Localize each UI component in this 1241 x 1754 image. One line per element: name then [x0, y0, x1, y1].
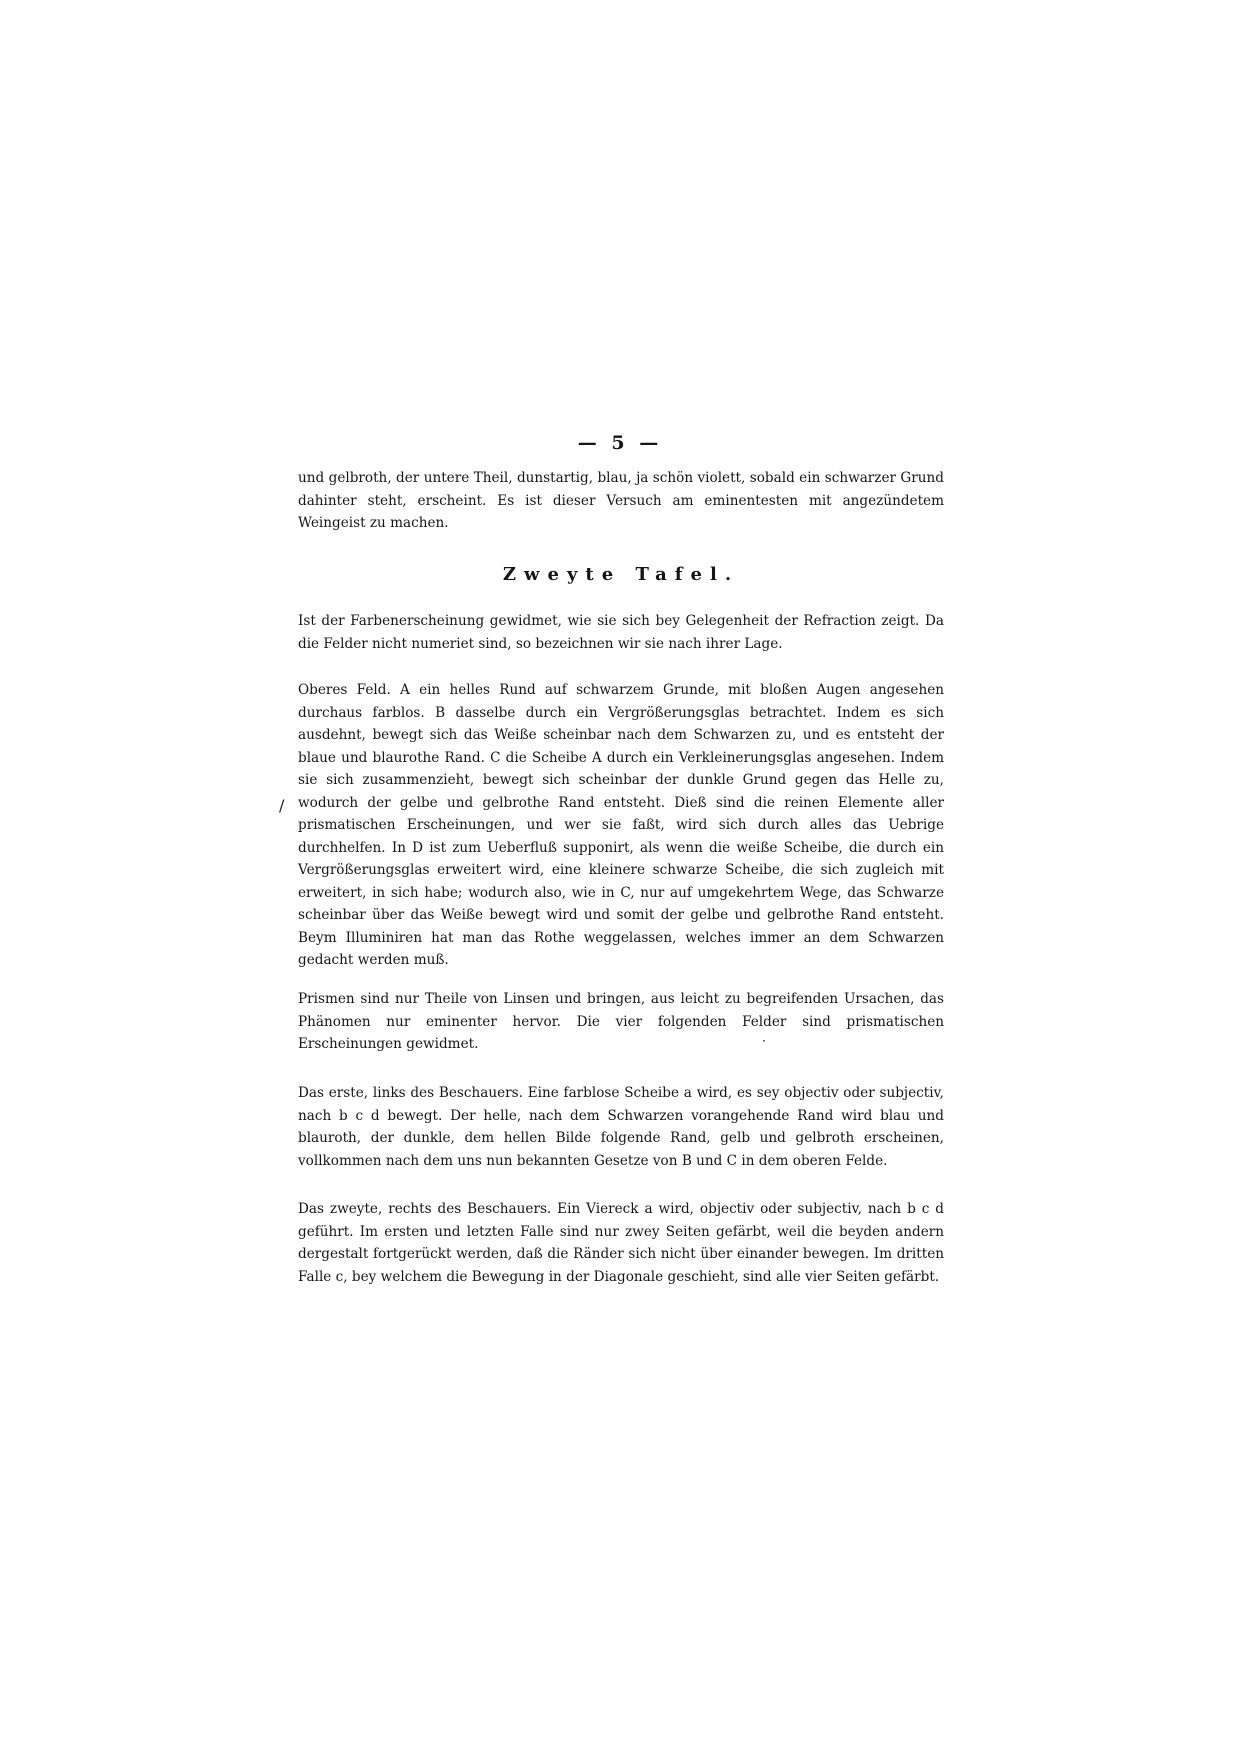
margin-mark: / — [279, 796, 285, 815]
paragraph-intro — [298, 610, 944, 655]
paragraph-text: Prismen sind nur Theile von Linsen und bringen, aus leicht zu begreifenden Ursachen, das Phänomen nur eminenter hervor. Die vier folgenden Felder sind prismatischen Erscheinungen gewidmet. — [298, 991, 944, 1052]
paragraph-das-erste — [298, 1082, 944, 1172]
section-heading: Zweyte Tafel. — [502, 564, 740, 585]
paragraph-prismen — [298, 988, 944, 1056]
paragraph-das-zweyte — [298, 1198, 944, 1288]
paragraph-text: und gelbroth, der untere Theil, dunstartig, blau, ja schön violett, sobald ein schwarzer Grund dahinter steht, erscheint. Es ist dieser Versuch am eminentesten mit angezündetem Weingeist zu machen. — [298, 470, 944, 531]
paragraph-text: Oberes Feld. A ein helles Rund auf schwarzem Grunde, mit bloßen Augen angesehen durchaus farblos. B dasselbe durch ein Vergrößerungsglas betrachtet. Indem es sich ausdehnt, bewegt sich das Weiße scheinbar nach dem Schwarzen zu, und es entsteht der blaue und blaurothe Rand. C die Scheibe A durch ein Verkleinerungsglas angesehen. Indem sie sich zusammenzieht, bewegt sich scheinbar der dunkle Grund gegen das Helle zu, wodurch der gelbe und gelbrothe Rand entsteht. Dieß sind die reinen Elemente aller prismatischen Erscheinungen, und wer sie faßt, wird sich durch alles das Uebrige durchhelfen. In D ist zum Ueberfluß supponirt, als wenn die weiße Scheibe, die durch ein Vergrößerungsglas erweitert wird, eine kleinere schwarze Scheibe, die sich zugleich mit erweitert, in sich habe; wodurch also, wie in C, nur auf umgekehrtem Wege, das Schwarze scheinbar über das Weiße bewegt wird und somit der gelbe und gelbrothe Rand entsteht. Beym Illuminiren hat man das Rothe weggelassen, welches immer an dem Schwarzen gedacht werden muß. — [298, 682, 944, 968]
paragraph-text: Das zweyte, rechts des Beschauers. Ein Viereck a wird, objectiv oder subjectiv, nach b c d geführt. Im ersten und letzten Falle sind nur zwey Seiten gefärbt, weil die beyden andern dergestalt fortgerückt werden, daß die Ränder sich nicht über einander bewegen. Im dritten Falle c, bey welchem die Bewegung in der Diagonale geschieht, sind alle vier Seiten gefärbt. — [298, 1201, 944, 1285]
paragraph-continuation — [298, 467, 944, 535]
paragraph-oberes-feld — [298, 679, 944, 972]
paragraph-text: Ist der Farbenerscheinung gewidmet, wie sie sich bey Gelegenheit der Refraction zeigt. Da die Felder nicht numeriet sind, so bezeichnen wir sie nach ihrer Lage. — [298, 613, 944, 652]
page-number: — 5 — — [577, 432, 663, 454]
ink-dot: · — [762, 1034, 766, 1048]
paragraph-text: Das erste, links des Beschauers. Eine farblose Scheibe a wird, es sey objectiv oder subjectiv, nach b c d bewegt. Der helle, nach dem Schwarzen vorangehende Rand wird blau und blauroth, der dunkle, dem hellen Bilde folgende Rand, gelb und gelbroth erscheinen, vollkommen nach dem uns nun bekannten Gesetze von B und C in dem oberen Felde. — [298, 1085, 944, 1169]
